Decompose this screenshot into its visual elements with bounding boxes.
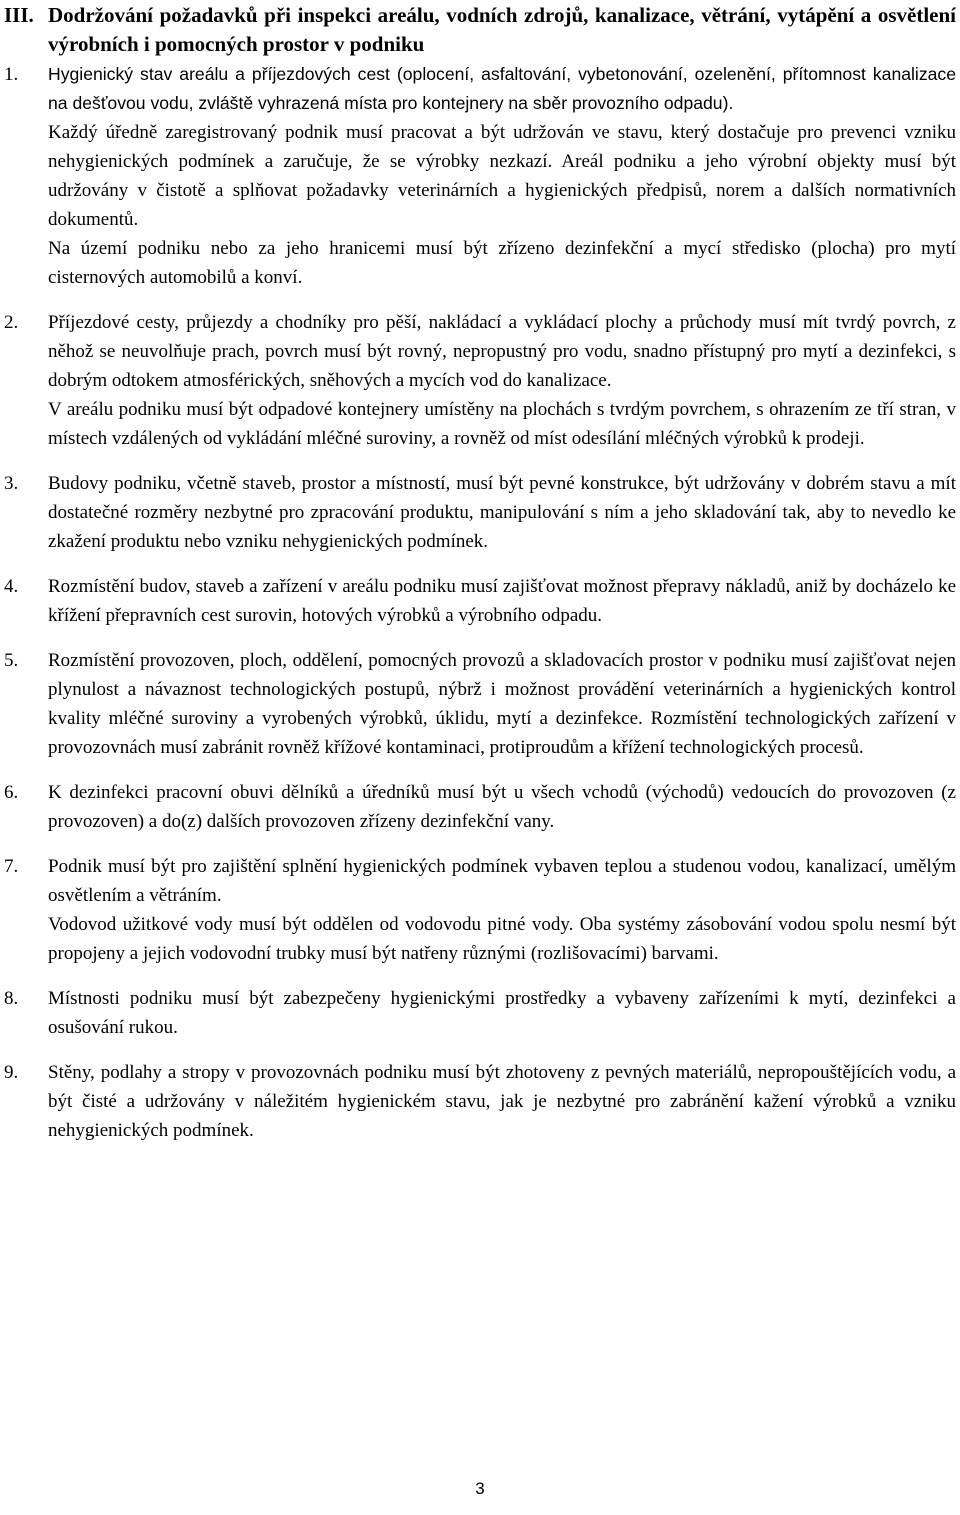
- item-paragraph: Každý úředně zaregistrovaný podnik musí pracovat a být udržován ve stavu, který dostačuje pro prevenci vzniku nehygienických podmínek a zaručuje, že se výrobky nezkazí. Areál podniku a jeho výrobní objekty musí být udržovány v čistotě a splňovat požadavky veterinárních a hygienických předpisů, norem a dalších normativních dokumentů.: [48, 122, 956, 230]
- list-item-5: [4, 646, 956, 762]
- item-paragraph: Rozmístění provozoven, ploch, oddělení, pomocných provozů a skladovacích prostor v podniku musí zajišťovat nejen plynulost a návaznost technologických postupů, nýbrž i možnost provádění veterinárních a hygienických kontrol kvality mléčné suroviny a vyrobených výrobků, úklidu, mytí a dezinfekce. Rozmístění technologických zařízení v provozovnách musí zabránit rovněž křížové kontaminaci, protiproudům a křížení technologických procesů.: [48, 650, 956, 758]
- item-paragraph: V areálu podniku musí být odpadové kontejnery umístěny na plochách s tvrdým povrchem, s ohrazením ze tří stran, v místech vzdálených od vykládání mléčné suroviny, a rovněž od míst odesílání mléčných výrobků k prodeji.: [48, 399, 956, 449]
- item-body: [48, 984, 956, 1042]
- item-paragraph: Místnosti podniku musí být zabezpečeny hygienickými prostředky a vybaveny zařízeními k mytí, dezinfekci a osušování rukou.: [48, 988, 956, 1038]
- list-item-7: [4, 852, 956, 968]
- item-number: 7.: [4, 856, 19, 877]
- item-body: [48, 1058, 956, 1145]
- item-paragraph: Stěny, podlahy a stropy v provozovnách podniku musí být zhotoveny z pevných materiálů, nepropouštějících vodu, a být čisté a udržovány v náležitém hygienickém stavu, jak je nezbytné pro zabránění kažení výrobků a vzniku nehygienických podmínek.: [48, 1062, 956, 1141]
- list-item-9: [4, 1058, 956, 1145]
- list-item-2: [4, 308, 956, 453]
- item-body: [48, 60, 956, 292]
- list-item-8: [4, 984, 956, 1042]
- item-paragraph: Vodovod užitkové vody musí být oddělen od vodovodu pitné vody. Oba systémy zásobování vodou spolu nesmí být propojeny a jejich vodovodní trubky musí být natřeny různými (rozlišovacími) barvami.: [48, 914, 956, 964]
- list-item-1: [4, 60, 956, 292]
- item-number: 1.: [4, 64, 19, 85]
- item-number: 3.: [4, 473, 19, 494]
- item-paragraph: Podnik musí být pro zajištění splnění hygienických podmínek vybaven teplou a studenou vodou, kanalizací, umělým osvětlením a větráním.: [48, 856, 956, 906]
- item-number: 6.: [4, 782, 19, 803]
- section-heading: [4, 1, 956, 59]
- requirements-list: [4, 60, 956, 1161]
- page-number: 3: [475, 1479, 485, 1498]
- list-item-4: [4, 572, 956, 630]
- item-paragraph: Příjezdové cesty, průjezdy a chodníky pro pěší, nakládací a vykládací plochy a průchody musí mít tvrdý povrch, z něhož se neuvolňuje prach, povrch musí být rovný, nepropustný pro vodu, snadno přístupný pro mytí a dezinfekci, s dobrým odtokem atmosférických, sněhových a mycích vod do kanalizace.: [48, 312, 956, 391]
- item-paragraph: Budovy podniku, včetně staveb, prostor a místností, musí být pevné konstrukce, být udržovány v dobrém stavu a mít dostatečné rozměry nezbytné pro zpracování produktu, manipulování s ním a jeho skladování tak, aby to nevedlo ke zkažení produktu nebo vzniku nehygienických podmínek.: [48, 473, 956, 552]
- item-body: [48, 852, 956, 968]
- item-paragraph: Hygienický stav areálu a příjezdových cest (oplocení, asfaltování, vybetonování, ozelenění, přítomnost kanalizace na dešťovou vodu, zvláště vyhrazená místa pro kontejnery na sběr provozního odpadu).: [48, 64, 956, 113]
- item-body: [48, 778, 956, 836]
- item-paragraph: Rozmístění budov, staveb a zařízení v areálu podniku musí zajišťovat možnost přepravy nákladů, aniž by docházelo ke křížení přepravních cest surovin, hotových výrobků a výrobního odpadu.: [48, 576, 956, 626]
- item-number: 9.: [4, 1062, 19, 1083]
- section-title: Dodržování požadavků při inspekci areálu, vodních zdrojů, kanalizace, větrání, vytápění a osvětlení výrobních i pomocných prostor v podniku: [48, 3, 956, 56]
- item-body: [48, 646, 956, 762]
- item-paragraph: K dezinfekci pracovní obuvi dělníků a úředníků musí být u všech vchodů (východů) vedoucích do provozoven (z provozoven) a do(z) dalších provozoven zřízeny dezinfekční vany.: [48, 782, 956, 832]
- item-number: 4.: [4, 576, 19, 597]
- item-body: [48, 308, 956, 453]
- item-body: [48, 469, 956, 556]
- item-body: [48, 572, 956, 630]
- list-item-3: [4, 469, 956, 556]
- item-number: 5.: [4, 650, 19, 671]
- section-number: III.: [4, 3, 34, 27]
- item-number: 2.: [4, 312, 19, 333]
- item-number: 8.: [4, 988, 19, 1009]
- list-item-6: [4, 778, 956, 836]
- item-paragraph: Na území podniku nebo za jeho hranicemi musí být zřízeno dezinfekční a mycí středisko (plocha) pro mytí cisternových automobilů a konví.: [48, 238, 956, 288]
